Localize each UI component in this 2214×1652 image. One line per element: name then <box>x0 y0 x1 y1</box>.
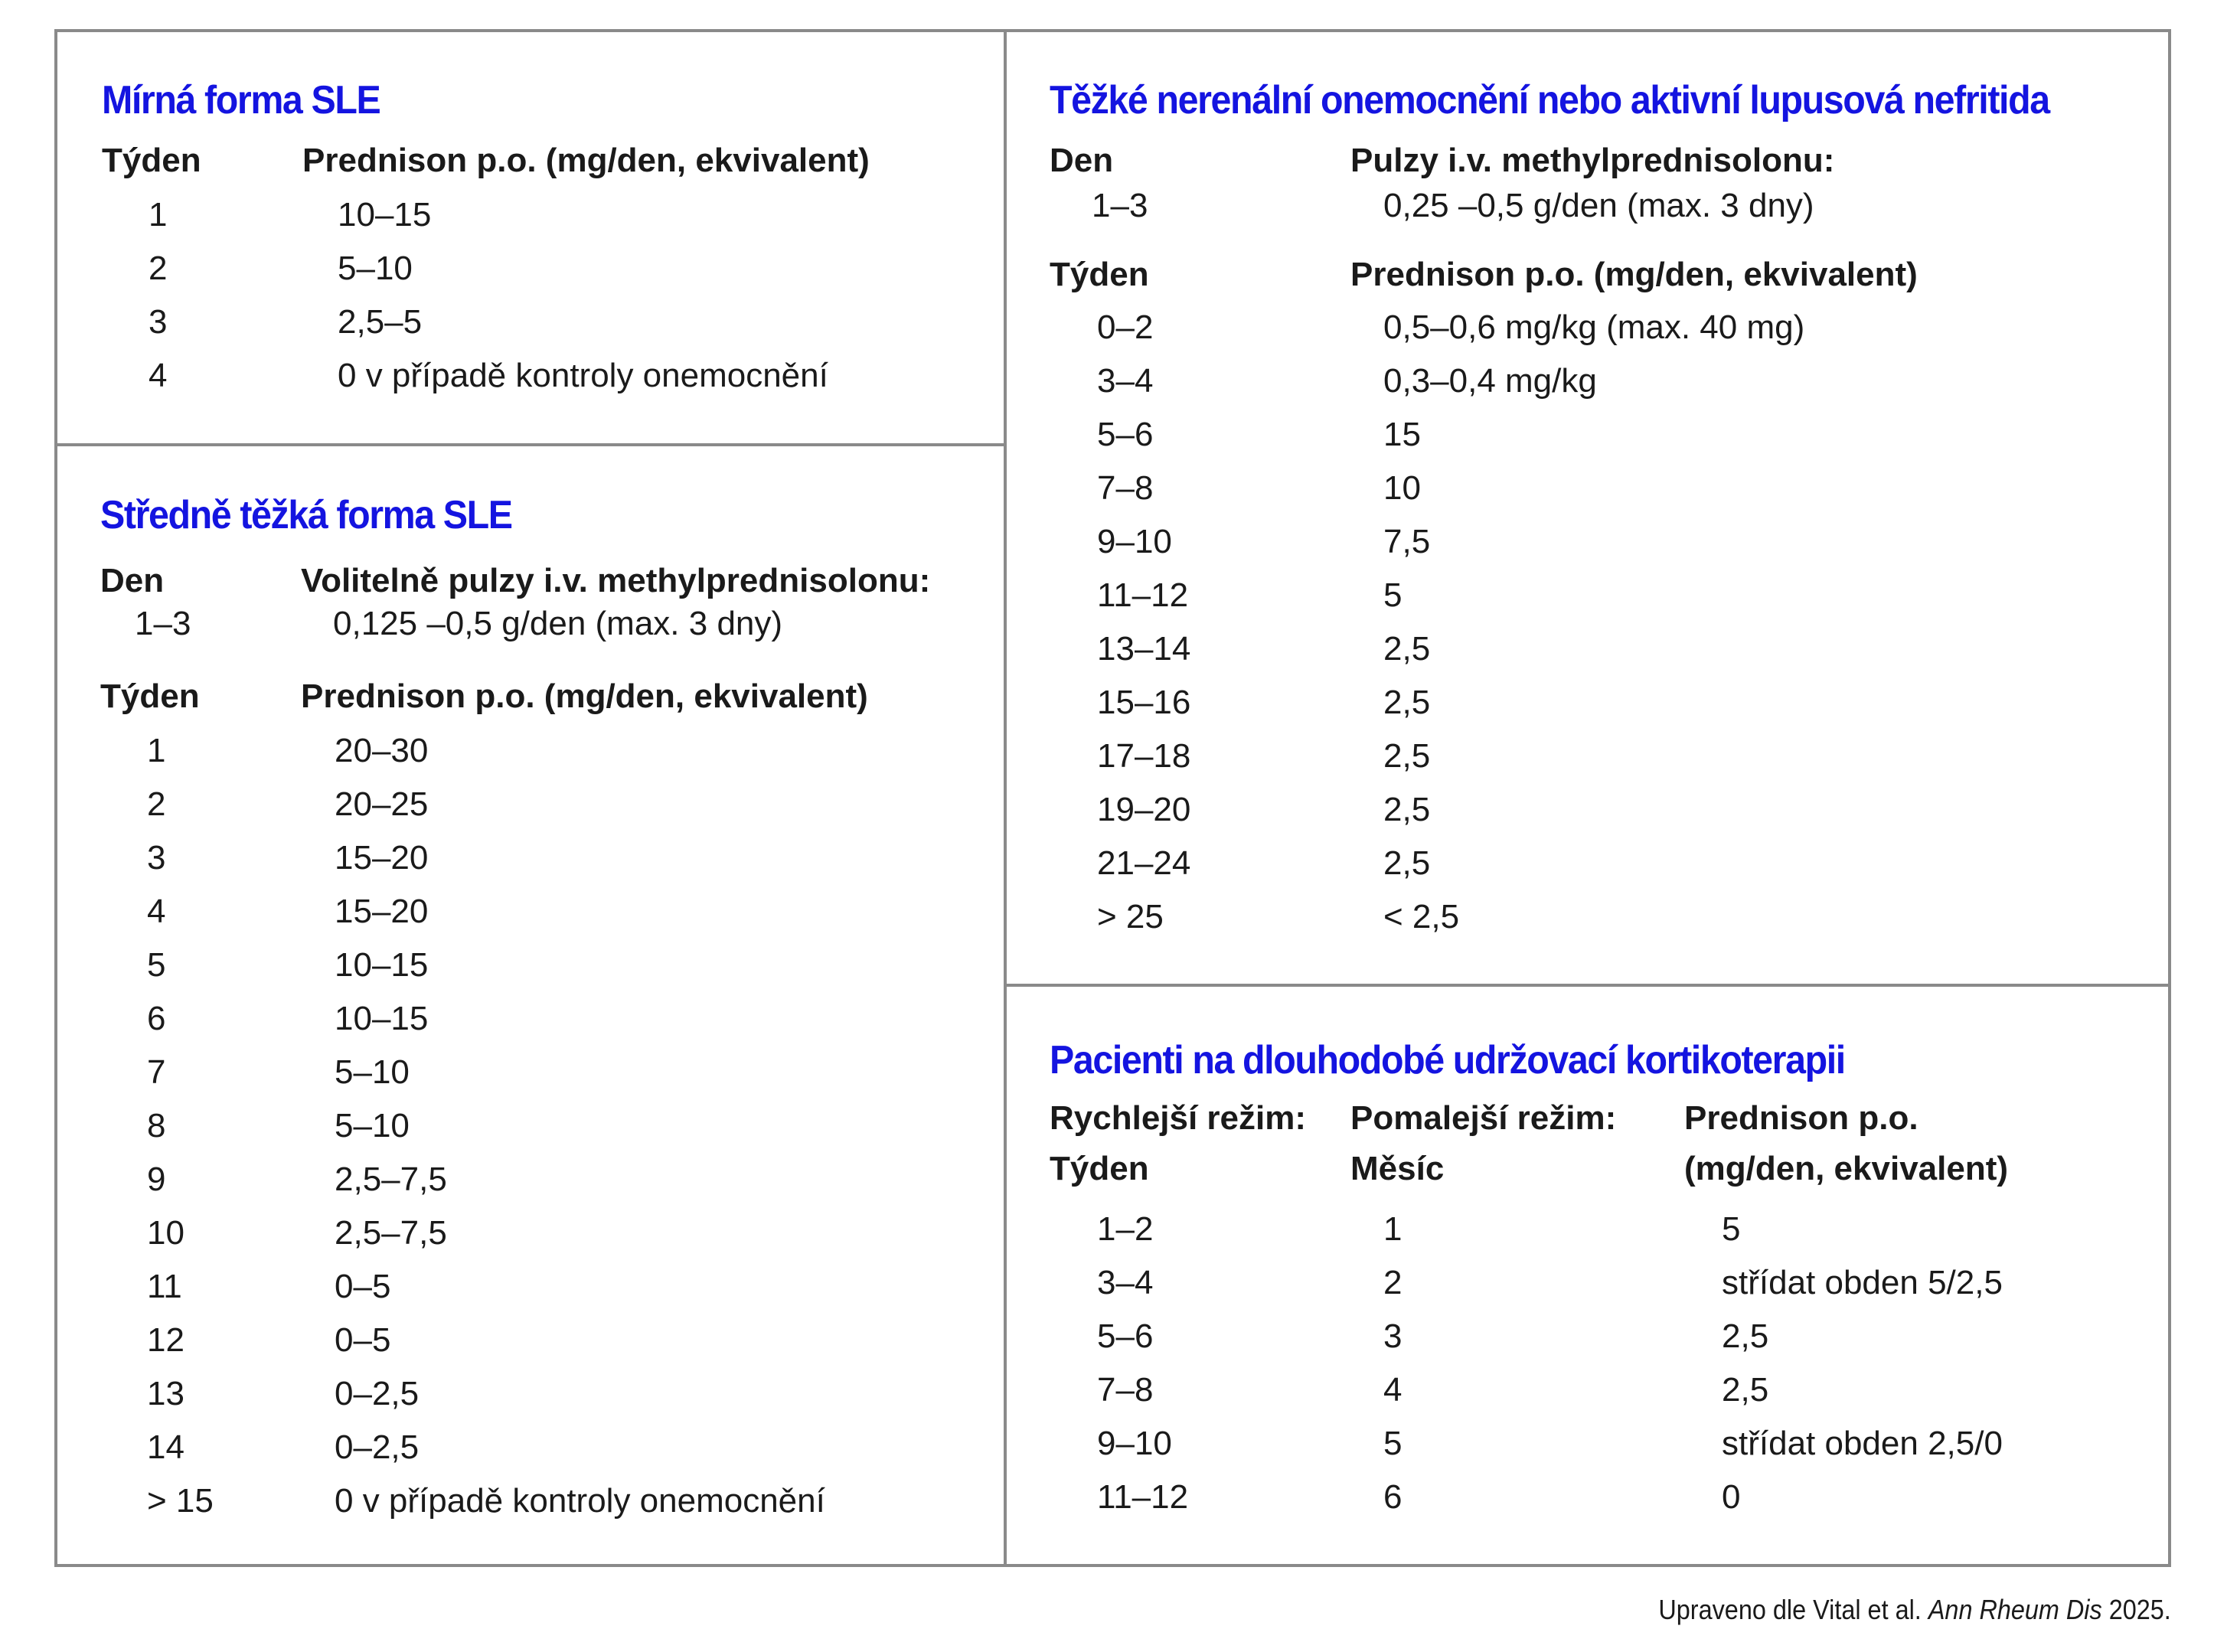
week-cell: 3 <box>147 839 166 877</box>
dose-cell: 0–5 <box>335 1321 391 1359</box>
week-cell: 10 <box>147 1214 184 1252</box>
week-cell: 5–6 <box>1097 1317 1154 1355</box>
week-cell: 7–8 <box>1097 1371 1154 1409</box>
pulse-dose: 0,25 –0,5 g/den (max. 3 dny) <box>1383 187 1814 224</box>
header-week: Týden <box>100 677 200 715</box>
dose-cell: střídat obden 5/2,5 <box>1722 1264 2003 1301</box>
week-cell: 9–10 <box>1097 523 1172 560</box>
week-cell: 7 <box>147 1053 166 1091</box>
dose-cell: 5–10 <box>338 250 413 287</box>
header-pulse: Volitelně pulzy i.v. methylprednisolonu: <box>301 562 931 599</box>
month-cell: 6 <box>1383 1478 1403 1516</box>
dose-cell: 15–20 <box>335 893 429 930</box>
column-divider <box>1004 29 1007 1567</box>
week-cell: 3–4 <box>1097 1264 1154 1301</box>
dose-cell: 10–15 <box>335 946 429 984</box>
week-cell: 2 <box>147 785 166 823</box>
week-cell: 3–4 <box>1097 362 1154 400</box>
week-cell: 0–2 <box>1097 309 1154 346</box>
dose-cell: 2,5 <box>1383 684 1431 721</box>
week-cell: 17–18 <box>1097 737 1191 775</box>
week-cell: 3 <box>149 303 168 341</box>
dose-cell: 2,5 <box>1722 1371 1769 1409</box>
week-cell: 11–12 <box>1097 576 1189 614</box>
header-faster-regimen: Rychlejší režim: <box>1050 1099 1307 1137</box>
week-cell: > 15 <box>147 1482 214 1520</box>
week-cell: 14 <box>147 1428 184 1466</box>
dose-cell: 0,5–0,6 mg/kg (max. 40 mg) <box>1383 309 1805 346</box>
right-row-divider <box>1004 984 2171 987</box>
citation-prefix: Upraveno dle Vital et al. <box>1658 1594 1922 1625</box>
header-month: Měsíc <box>1350 1150 1445 1187</box>
week-cell: 5–6 <box>1097 416 1154 453</box>
week-cell: 4 <box>149 357 168 394</box>
week-cell: 11 <box>147 1268 182 1305</box>
header-week: Týden <box>1050 1150 1149 1187</box>
dose-cell: 15 <box>1383 416 1421 453</box>
week-cell: 5 <box>147 946 166 984</box>
week-cell: 9–10 <box>1097 1425 1172 1462</box>
dose-cell: 5–10 <box>335 1053 410 1091</box>
section-title: Těžké nerenální onemocnění nebo aktivní lupusová nefritida <box>1050 78 2049 122</box>
week-cell: 13 <box>147 1375 184 1412</box>
section-title: Mírná forma SLE <box>102 78 380 122</box>
header-day: Den <box>100 562 165 599</box>
source-citation <box>1659 1594 2171 1626</box>
section-title: Pacienti na dlouhodobé udržovací kortikoterapii <box>1050 1038 1845 1082</box>
week-cell: 12 <box>147 1321 184 1359</box>
pulse-dose: 0,125 –0,5 g/den (max. 3 dny) <box>333 605 783 642</box>
dose-cell: 15–20 <box>335 839 429 877</box>
week-cell: 7–8 <box>1097 469 1154 507</box>
week-cell: 21–24 <box>1097 844 1191 882</box>
pulse-day: 1–3 <box>135 605 191 642</box>
dose-cell: 2,5 <box>1383 630 1431 668</box>
citation-journal: Ann Rheum Dis <box>1928 1594 2102 1625</box>
dose-cell: 0 v případě kontroly onemocnění <box>338 357 828 394</box>
dose-cell: 0–2,5 <box>335 1375 420 1412</box>
header-week: Týden <box>102 142 201 179</box>
dose-cell: 2,5–7,5 <box>335 1161 447 1198</box>
dose-cell: 5–10 <box>335 1107 410 1144</box>
header-dose: Prednison p.o. (mg/den, ekvivalent) <box>302 142 870 179</box>
header-dose: Prednison p.o. (mg/den, ekvivalent) <box>1350 256 1918 293</box>
header-pulse: Pulzy i.v. methylprednisolonu: <box>1350 142 1835 179</box>
week-cell: 6 <box>147 1000 166 1037</box>
dose-cell: 2,5 <box>1383 844 1431 882</box>
citation-year: 2025. <box>2108 1594 2171 1625</box>
header-dose: Prednison p.o. (mg/den, ekvivalent) <box>301 677 868 715</box>
dose-cell: 7,5 <box>1383 523 1431 560</box>
month-cell: 5 <box>1383 1425 1403 1462</box>
week-cell: 1–2 <box>1097 1210 1154 1248</box>
week-cell: 2 <box>149 250 168 287</box>
section-title: Středně těžká forma SLE <box>100 493 512 537</box>
week-cell: 1 <box>147 732 166 769</box>
dose-cell: 10 <box>1383 469 1421 507</box>
dose-cell: 0 v případě kontroly onemocnění <box>335 1482 825 1520</box>
dose-cell: 10–15 <box>335 1000 429 1037</box>
week-cell: > 25 <box>1097 898 1164 935</box>
month-cell: 3 <box>1383 1317 1403 1355</box>
dose-cell: 10–15 <box>338 196 432 233</box>
dose-cell: < 2,5 <box>1383 898 1460 935</box>
week-cell: 1 <box>149 196 168 233</box>
header-slower-regimen: Pomalejší režim: <box>1350 1099 1617 1137</box>
header-prednisone: Prednison p.o. <box>1684 1099 1918 1137</box>
week-cell: 15–16 <box>1097 684 1191 721</box>
week-cell: 8 <box>147 1107 166 1144</box>
header-week: Týden <box>1050 256 1149 293</box>
week-cell: 11–12 <box>1097 1478 1189 1516</box>
dose-cell: 2,5 <box>1383 791 1431 828</box>
pulse-day: 1–3 <box>1092 187 1148 224</box>
dose-cell: 0 <box>1722 1478 1741 1516</box>
dose-cell: 5 <box>1722 1210 1741 1248</box>
dose-cell: 5 <box>1383 576 1403 614</box>
dose-cell: 0–5 <box>335 1268 391 1305</box>
month-cell: 1 <box>1383 1210 1403 1248</box>
dose-cell: 2,5–7,5 <box>335 1214 447 1252</box>
week-cell: 9 <box>147 1161 166 1198</box>
dose-cell: 2,5–5 <box>338 303 423 341</box>
header-day: Den <box>1050 142 1114 179</box>
dose-cell: 2,5 <box>1722 1317 1769 1355</box>
month-cell: 2 <box>1383 1264 1403 1301</box>
month-cell: 4 <box>1383 1371 1403 1409</box>
dose-cell: střídat obden 2,5/0 <box>1722 1425 2003 1462</box>
header-dose-unit: (mg/den, ekvivalent) <box>1684 1150 2009 1187</box>
week-cell: 4 <box>147 893 166 930</box>
week-cell: 19–20 <box>1097 791 1191 828</box>
left-row-divider <box>54 443 1007 446</box>
dose-cell: 20–25 <box>335 785 429 823</box>
dose-cell: 2,5 <box>1383 737 1431 775</box>
week-cell: 13–14 <box>1097 630 1191 668</box>
dose-cell: 0,3–0,4 mg/kg <box>1383 362 1597 400</box>
dose-cell: 0–2,5 <box>335 1428 420 1466</box>
dose-cell: 20–30 <box>335 732 429 769</box>
